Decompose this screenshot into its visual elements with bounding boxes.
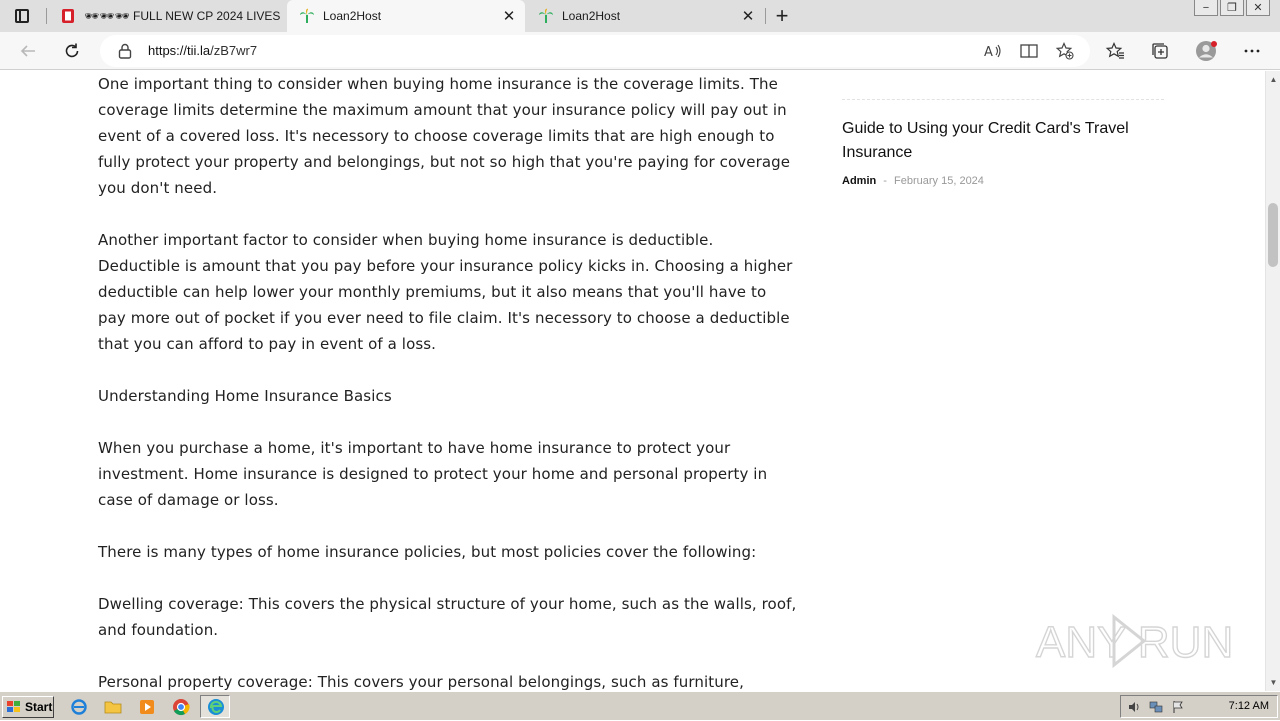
tab-close-icon[interactable]: ✕ — [502, 8, 516, 25]
url-host: https://tii.la — [148, 43, 211, 58]
back-button[interactable] — [14, 37, 42, 65]
post-meta — [842, 175, 1162, 187]
tab-strip — [0, 0, 1280, 32]
article-paragraph: Dwelling coverage: This covers the physical structure of your home, such as the walls, roof, and foundation. — [98, 595, 797, 639]
close-window-button[interactable]: ✕ — [1246, 0, 1270, 16]
tab-close-icon[interactable]: ✕ — [741, 8, 755, 25]
network-icon[interactable] — [1149, 700, 1163, 714]
favorites-button[interactable] — [1102, 37, 1130, 65]
windows-flag-icon — [6, 700, 22, 714]
url-text[interactable] — [148, 35, 257, 67]
add-favorite-icon[interactable] — [1056, 42, 1074, 60]
favorites-star-icon — [1107, 42, 1125, 60]
edge-icon — [207, 698, 225, 716]
sidebar-post-title-link[interactable]: Guide to Using your Credit Card's Travel Insurance — [842, 120, 1129, 161]
collections-button[interactable] — [1146, 37, 1174, 65]
refresh-button[interactable] — [58, 37, 86, 65]
profile-button[interactable] — [1192, 37, 1220, 65]
page-content — [0, 71, 1265, 691]
article-paragraph: When you purchase a home, it's important to have home insurance to protect your investment. Home insurance is designed to protect your home and personal property in case of damage or loss. — [98, 439, 768, 509]
windows-taskbar — [0, 691, 1280, 720]
scroll-up-arrow-icon[interactable]: ▲ — [1269, 75, 1278, 84]
svg-text:A: A — [984, 45, 993, 60]
minimize-button[interactable]: − — [1194, 0, 1218, 16]
loan2host-logo-icon — [299, 8, 315, 24]
article-subheading: Understanding Home Insurance Basics — [98, 387, 392, 405]
taskbar-edge-active[interactable] — [200, 695, 230, 718]
post-date: February 15, 2024 — [894, 175, 984, 187]
immersive-reader-icon[interactable] — [1020, 42, 1038, 60]
tab-title: Loan2Host — [323, 9, 382, 23]
url-path: /zB7wr7 — [210, 43, 258, 58]
browser-toolbar — [0, 32, 1280, 70]
page-scrollbar[interactable] — [1265, 71, 1280, 691]
anyrun-watermark — [1036, 609, 1236, 673]
system-tray — [1120, 695, 1278, 718]
address-bar[interactable] — [100, 35, 1090, 67]
lock-icon[interactable] — [118, 43, 132, 59]
ie-icon[interactable] — [70, 698, 88, 716]
tab-actions-button[interactable] — [8, 5, 36, 27]
tab-actions-icon — [15, 9, 29, 23]
window-controls — [1192, 0, 1270, 16]
tab-loan2host[interactable] — [526, 0, 764, 32]
article-paragraph: Personal property coverage: This covers your personal belongings, such as furniture, — [98, 673, 744, 691]
taskbar-clock[interactable]: 7:12 AM — [1228, 700, 1269, 712]
more-dots-icon — [1243, 42, 1261, 60]
sidebar-post — [842, 117, 1162, 187]
article-paragraph: Another important factor to consider when buying home insurance is deductible. Deductible is amount that you pay before your insurance policy kicks in. Choosing a higher deductible can help lower your monthly premiums, but it also means that you'll have to pay more out of pocket if you ever need to file claim. It's necessory to choose a deductible that you can afford to pay in event of a loss. — [98, 231, 793, 353]
post-author-link[interactable]: Admin — [842, 175, 877, 187]
avatar — [1194, 39, 1218, 63]
settings-more-button[interactable] — [1238, 37, 1266, 65]
red-document-icon — [60, 8, 76, 24]
action-center-flag-icon[interactable] — [1171, 700, 1185, 714]
tab-title: 🕶🕶🕶 FULL NEW CP 2024 LIVES — [84, 9, 281, 23]
collections-icon — [1151, 42, 1169, 60]
tab-separator — [765, 8, 766, 24]
article-paragraph: One important thing to consider when buying home insurance is the coverage limits. The coverage limits determine the maximum amount that your insurance policy will pay out in event of a covered loss. It's necessory to choose coverage limits that are high enough to fully protect your property and belongings, but not so high that you're paying for coverage you don't need. — [98, 75, 791, 197]
watermark-text: ANY RUN — [1036, 618, 1234, 667]
article-paragraph: There is many types of home insurance policies, but most policies cover the following: — [98, 543, 757, 561]
back-arrow-icon — [19, 42, 37, 60]
read-aloud-icon[interactable] — [984, 42, 1002, 60]
article-body — [98, 71, 798, 721]
tab-full-new-cp[interactable] — [48, 0, 284, 32]
chrome-icon[interactable] — [172, 698, 190, 716]
volume-icon[interactable] — [1127, 700, 1141, 714]
media-player-icon[interactable] — [138, 698, 156, 716]
folder-icon[interactable] — [104, 698, 122, 716]
new-tab-button[interactable]: + — [775, 3, 789, 28]
tab-loan2host-active[interactable] — [287, 0, 525, 32]
tab-separator — [46, 8, 47, 24]
loan2host-logo-icon — [538, 8, 554, 24]
start-button[interactable] — [2, 696, 54, 718]
meta-separator: - — [883, 175, 887, 187]
start-label: Start — [25, 700, 53, 714]
restore-button[interactable]: ❐ — [1220, 0, 1244, 16]
scrollbar-thumb[interactable] — [1268, 203, 1278, 267]
refresh-icon — [63, 42, 81, 60]
sidebar-divider — [842, 99, 1164, 100]
tab-title: Loan2Host — [562, 9, 621, 23]
scroll-down-arrow-icon[interactable]: ▼ — [1269, 678, 1278, 687]
